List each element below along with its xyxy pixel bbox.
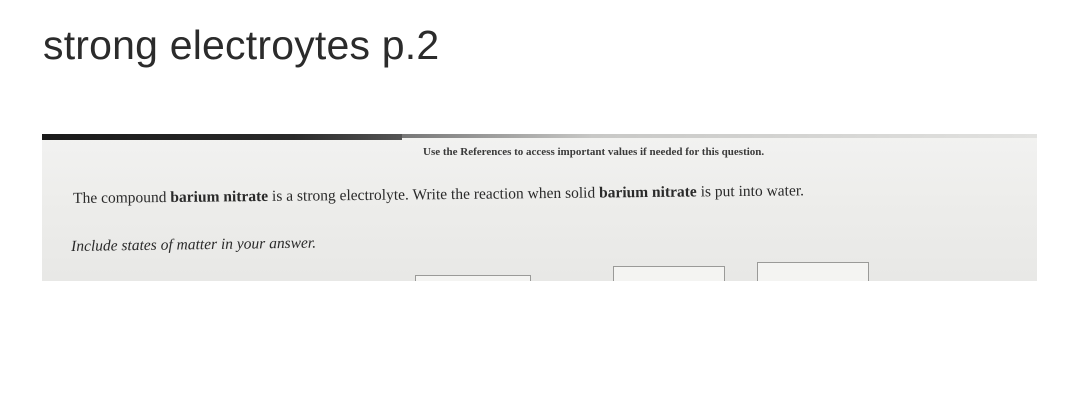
references-note: Use the References to access important values if needed for this question. [423, 146, 765, 158]
page-title: strong electroytes p.2 [43, 22, 440, 68]
answer-field-2[interactable] [613, 266, 725, 281]
question-text-part: is put into water. [696, 182, 805, 201]
states-of-matter-note: Include states of matter in your answer. [71, 234, 317, 255]
question-text-part: The compound [73, 188, 171, 207]
question-photo [42, 134, 1037, 281]
compound-name: barium nitrate [598, 183, 697, 202]
answer-field-3[interactable] [757, 262, 869, 281]
compound-name: barium nitrate [170, 187, 269, 206]
question-text [73, 182, 804, 208]
answer-field-1[interactable] [415, 275, 531, 281]
photo-top-bar [42, 134, 402, 140]
photo-top-bar-fade [402, 134, 1037, 138]
question-text-part: is a strong electrolyte. Write the reaction when solid [268, 184, 600, 205]
